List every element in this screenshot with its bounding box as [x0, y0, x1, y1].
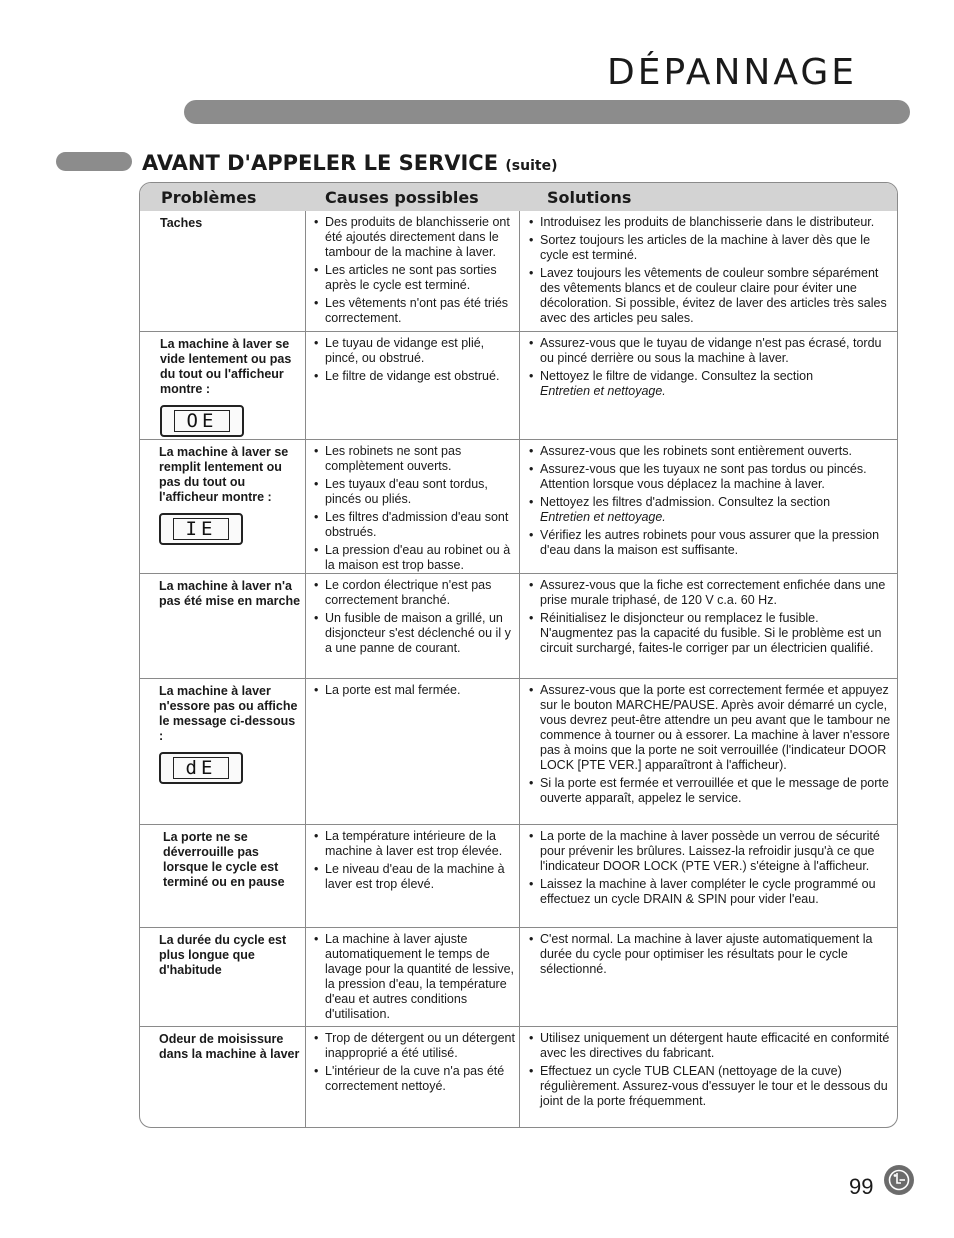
problem-cell	[140, 574, 306, 678]
lg-logo-mark	[884, 1165, 914, 1195]
header-problems: Problèmes	[161, 188, 257, 207]
causes-cell	[306, 211, 520, 331]
problem-text: La machine à laver n'a pas été mise en marche	[159, 579, 301, 608]
solution-item: • Réinitialisez le disjoncteur ou remplacez le fusible. N'augmentez pas la capacité du fusible. Si le problème est un circuit surchargé, faites-le corriger par un électricien qualifié.	[529, 611, 893, 656]
section-pill	[56, 152, 132, 171]
cause-item: • La porte est mal fermée.	[314, 683, 517, 698]
cause-item: • Les vêtements n'ont pas été triés correctement.	[314, 296, 517, 326]
table-row	[140, 211, 897, 331]
section-title-text: AVANT D'APPELER LE SERVICE	[142, 151, 499, 175]
cause-item: • Les robinets ne sont pas complètement ouverts.	[314, 444, 517, 474]
causes-cell	[306, 825, 520, 927]
cause-item: • Le tuyau de vidange est plié, pincé, ou obstrué.	[314, 336, 517, 366]
error-code: IE	[173, 518, 229, 540]
problem-text: La machine à laver se remplit lentement ou pas du tout ou l'afficheur montre :	[159, 445, 289, 504]
solution-item: • Assurez-vous que la fiche est correctement enfichée dans une prise murale triphasé, de 120 V c.a. 60 Hz.	[529, 578, 893, 608]
causes-cell	[306, 332, 520, 439]
problem-cell	[140, 825, 306, 927]
header-causes: Causes possibles	[325, 188, 479, 207]
solutions-cell	[520, 679, 897, 824]
cause-item: • La pression d'eau au robinet ou à la maison est trop basse.	[314, 543, 517, 573]
problem-text: La porte ne se déverrouille pas lorsque le cycle est terminé ou en pause	[163, 830, 285, 889]
solution-item: • Assurez-vous que les robinets sont entièrement ouverts.	[529, 444, 893, 459]
cause-item: • Le filtre de vidange est obstrué.	[314, 369, 517, 384]
solution-text: Nettoyez le filtre de vidange. Consultez la section	[540, 369, 814, 383]
problem-text: Odeur de moisissure dans la machine à laver	[159, 1032, 300, 1061]
problem-cell	[140, 679, 306, 824]
cause-item: • La machine à laver ajuste automatiquement le temps de lavage pour la quantité de lessive, la pression d'eau, la température d'eau et autres conditions d'utilisation.	[314, 932, 517, 1022]
causes-cell	[306, 440, 520, 573]
solution-item	[529, 495, 893, 525]
problem-cell	[140, 332, 306, 439]
header-bar	[184, 100, 910, 124]
solutions-cell	[520, 825, 897, 927]
cause-item: • Les articles ne sont pas sorties après le cycle est terminé.	[314, 263, 517, 293]
solution-item: • Assurez-vous que la porte est correctement fermée et appuyez sur le bouton MARCHE/PAUSE. Après avoir démarré un cycle, vous devrez peut-être attendre un peu avant que le tambour ne commence à tourner ou à essorer. La machine à laver n'essore pas à moins que la porte ne soit verrouillée (l'indicateur DOOR LOCK [PTE VER.] apparaîtront à l'afficheur).	[529, 683, 893, 773]
solutions-cell	[520, 332, 897, 439]
problem-cell	[140, 211, 306, 331]
causes-cell	[306, 928, 520, 1026]
error-display	[160, 405, 244, 437]
solution-item: • Assurez-vous que le tuyau de vidange n'est pas écrasé, tordu ou pincé derrière ou sous la machine à laver.	[529, 336, 893, 366]
section-suite: (suite)	[505, 158, 558, 174]
table-row	[140, 824, 897, 927]
solution-item: • Assurez-vous que les tuyaux ne sont pas tordus ou pincés. Attention lorsque vous déplacez la machine à laver.	[529, 462, 893, 492]
solution-item: • Utilisez uniquement un détergent haute efficacité en conformité avec les directives du fabricant.	[529, 1031, 893, 1061]
error-code: dE	[173, 757, 229, 779]
table-row	[140, 678, 897, 824]
cause-item: • Des produits de blanchisserie ont été ajoutés directement dans le tambour de la machine à laver.	[314, 215, 517, 260]
solutions-cell	[520, 928, 897, 1026]
problem-text: La durée du cycle est plus longue que d'habitude	[159, 933, 287, 977]
table-row	[140, 573, 897, 678]
causes-cell	[306, 679, 520, 824]
solutions-cell	[520, 440, 897, 573]
solution-item	[529, 369, 893, 399]
problem-cell	[140, 440, 306, 573]
solution-item: • Introduisez les produits de blanchisserie dans le distributeur.	[529, 215, 893, 230]
header-solutions: Solutions	[547, 188, 632, 207]
solution-item: • Si la porte est fermée et verrouillée et que le message de porte ouverte apparaît, appelez le service.	[529, 776, 893, 806]
cause-item: • Les tuyaux d'eau sont tordus, pincés ou pliés.	[314, 477, 517, 507]
section-title	[142, 150, 557, 179]
solution-item: • La porte de la machine à laver possède un verrou de sécurité pour prévenir les brûlures. Laissez-la refroidir jusqu'à ce que l'indicateur DOOR LOCK (PTE VER.) s'éteigne à l'afficheur.	[529, 829, 893, 874]
solution-item: • C'est normal. La machine à laver ajuste automatiquement la durée du cycle pour optimiser les résultats pour le cycle sélectionné.	[529, 932, 893, 977]
cause-item: • Les filtres d'admission d'eau sont obstrués.	[314, 510, 517, 540]
solution-item: • Laissez la machine à laver compléter le cycle programmé ou effectuez un cycle DRAIN & SPIN pour vider l'eau.	[529, 877, 893, 907]
cause-item: • Le niveau d'eau de la machine à laver est trop élevé.	[314, 862, 517, 892]
table-row	[140, 927, 897, 1026]
problem-cell	[140, 1027, 306, 1128]
troubleshooting-table	[139, 182, 898, 1128]
solution-item: • Lavez toujours les vêtements de couleur sombre séparément des vêtements blancs et de couleur claire pour éviter une décoloration. Si possible, évitez de laver des articles très sales avec des articles peu sales.	[529, 266, 893, 326]
causes-cell	[306, 1027, 520, 1128]
cause-item: • La température intérieure de la machine à laver est trop élevée.	[314, 829, 517, 859]
table-row	[140, 331, 897, 439]
error-display	[159, 752, 243, 784]
solutions-cell	[520, 574, 897, 678]
problem-text: La machine à laver n'essore pas ou affiche le message ci-dessous :	[159, 684, 298, 743]
page-number: 99	[849, 1174, 874, 1199]
cause-item: • Un fusible de maison a grillé, un disjoncteur s'est déclenché ou il y a une panne de courant.	[314, 611, 517, 656]
problem-text: La machine à laver se vide lentement ou pas du tout ou l'afficheur montre :	[160, 337, 292, 396]
causes-cell	[306, 574, 520, 678]
error-display	[159, 513, 243, 545]
solution-reference: Entretien et nettoyage.	[540, 384, 666, 398]
solution-item: • Vérifiez les autres robinets pour vous assurer que la pression d'eau dans la maison est suffisante.	[529, 528, 893, 558]
solution-text: Nettoyez les filtres d'admission. Consultez la section	[540, 495, 831, 509]
cause-item: • L'intérieur de la cuve n'a pas été correctement nettoyé.	[314, 1064, 517, 1094]
lg-logo-icon	[884, 1165, 914, 1195]
error-code: OE	[174, 410, 230, 432]
problem-text: Taches	[160, 216, 203, 230]
table-row	[140, 1026, 897, 1128]
table-header	[140, 183, 897, 211]
page-title: DÉPANNAGE	[607, 52, 857, 93]
solutions-cell	[520, 1027, 897, 1128]
problem-cell	[140, 928, 306, 1026]
solution-item: • Effectuez un cycle TUB CLEAN (nettoyage de la cuve) régulièrement. Assurez-vous d'essuyer le tour et le dessous du joint de la porte fréquemment.	[529, 1064, 893, 1109]
solutions-cell	[520, 211, 897, 331]
solution-item: • Sortez toujours les articles de la machine à laver dès que le cycle est terminé.	[529, 233, 893, 263]
cause-item: • Trop de détergent ou un détergent inapproprié a été utilisé.	[314, 1031, 517, 1061]
table-row	[140, 439, 897, 573]
solution-reference: Entretien et nettoyage.	[540, 510, 666, 524]
cause-item: • Le cordon électrique n'est pas correctement branché.	[314, 578, 517, 608]
